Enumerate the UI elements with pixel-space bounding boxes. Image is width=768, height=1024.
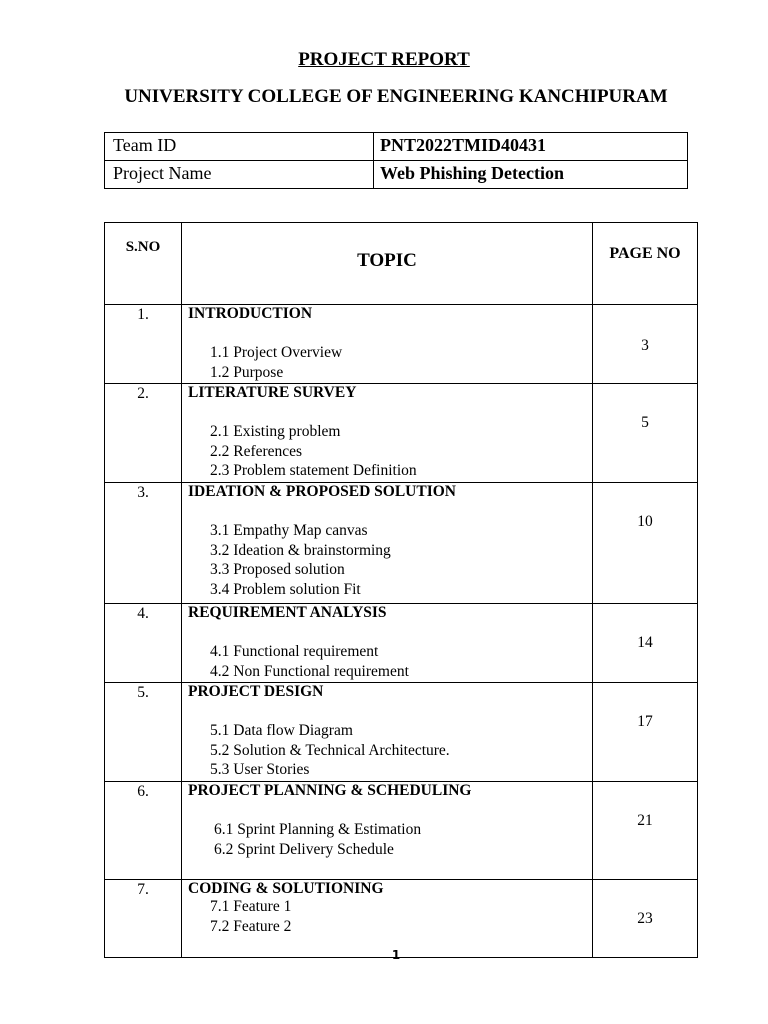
- section-page-cell: [593, 604, 698, 683]
- section-number: 5.: [105, 683, 182, 782]
- subsection-item: 4.2 Non Functional requirement: [210, 662, 409, 680]
- team-id-row: [105, 133, 688, 161]
- page-number: 1: [391, 948, 401, 962]
- section-title: REQUIREMENT ANALYSIS: [188, 604, 387, 621]
- section-number: 3.: [105, 483, 182, 604]
- section-page-number: 3: [641, 337, 649, 354]
- subsection-item: 3.4 Problem solution Fit: [210, 580, 361, 598]
- subsection-item: 5.1 Data flow Diagram: [210, 722, 353, 739]
- section-page-cell: [593, 880, 698, 958]
- report-title: PROJECT REPORT: [298, 49, 470, 70]
- section-topic: [182, 483, 593, 604]
- section-page-number: 5: [641, 414, 649, 431]
- subsection-item: 2.2 References: [210, 442, 303, 460]
- section-page-cell: [593, 384, 698, 483]
- section-page-number: 14: [637, 634, 653, 651]
- contents-table: [104, 222, 698, 958]
- college-name: UNIVERSITY COLLEGE OF ENGINEERING KANCHIPURAM: [124, 86, 668, 107]
- section-number: 4.: [105, 604, 182, 683]
- section-title: LITERATURE SURVEY: [188, 384, 357, 401]
- section-number: 7.: [105, 880, 182, 958]
- project-name-row: [105, 161, 688, 189]
- contents-row: [105, 782, 698, 880]
- subsection-item: 3.1 Empathy Map canvas: [210, 522, 368, 539]
- section-topic: [182, 604, 593, 683]
- subsection-item: 7.1 Feature 1: [210, 898, 292, 915]
- subsection-item: 6.1 Sprint Planning & Estimation: [214, 821, 422, 838]
- contents-row: [105, 683, 698, 782]
- subsection-item: 2.3 Problem statement Definition: [210, 462, 417, 480]
- contents-row: [105, 880, 698, 958]
- team-id-label: Team ID: [105, 133, 374, 161]
- project-info-table: [104, 132, 688, 189]
- subsection-item: 7.2 Feature 2: [210, 917, 292, 935]
- contents-row: [105, 483, 698, 604]
- section-title: INTRODUCTION: [188, 305, 313, 322]
- project-name-label: Project Name: [105, 161, 374, 189]
- section-topic: [182, 305, 593, 384]
- section-number: 2.: [105, 384, 182, 483]
- contents-row: [105, 384, 698, 483]
- project-name-value: Web Phishing Detection: [374, 161, 688, 189]
- section-page-cell: [593, 483, 698, 604]
- section-page-cell: [593, 305, 698, 384]
- section-page-number: 23: [637, 910, 653, 927]
- section-page-number: 17: [637, 713, 653, 730]
- section-topic: [182, 683, 593, 782]
- page-no-header: PAGE NO: [593, 223, 698, 305]
- subsection-item: 4.1 Functional requirement: [210, 643, 379, 660]
- section-page-cell: [593, 683, 698, 782]
- topic-header: TOPIC: [182, 223, 593, 305]
- contents-row: [105, 604, 698, 683]
- section-title: PROJECT PLANNING & SCHEDULING: [188, 782, 472, 799]
- section-number: 1.: [105, 305, 182, 384]
- section-title: IDEATION & PROPOSED SOLUTION: [188, 483, 456, 500]
- subsection-item: 5.3 User Stories: [210, 761, 310, 779]
- section-title: CODING & SOLUTIONING: [188, 880, 384, 897]
- subsection-item: 3.2 Ideation & brainstorming: [210, 541, 391, 559]
- section-page-number: 21: [637, 812, 653, 829]
- contents-row: [105, 305, 698, 384]
- sno-header: S.NO: [105, 223, 182, 305]
- section-topic: [182, 384, 593, 483]
- subsection-item: 3.3 Proposed solution: [210, 561, 345, 579]
- subsection-item: 1.1 Project Overview: [210, 344, 343, 361]
- section-number: 6.: [105, 782, 182, 880]
- subsection-item: 2.1 Existing problem: [210, 423, 341, 440]
- section-page-number: 10: [637, 513, 653, 530]
- section-page-cell: [593, 782, 698, 880]
- subsection-item: 5.2 Solution & Technical Architecture.: [210, 741, 450, 759]
- team-id-value: PNT2022TMID40431: [374, 133, 688, 161]
- section-topic: [182, 880, 593, 958]
- section-title: PROJECT DESIGN: [188, 683, 324, 700]
- subsection-item: 1.2 Purpose: [210, 363, 284, 381]
- subsection-item: 6.2 Sprint Delivery Schedule: [214, 840, 394, 858]
- contents-header-row: [105, 223, 698, 305]
- section-topic: [182, 782, 593, 880]
